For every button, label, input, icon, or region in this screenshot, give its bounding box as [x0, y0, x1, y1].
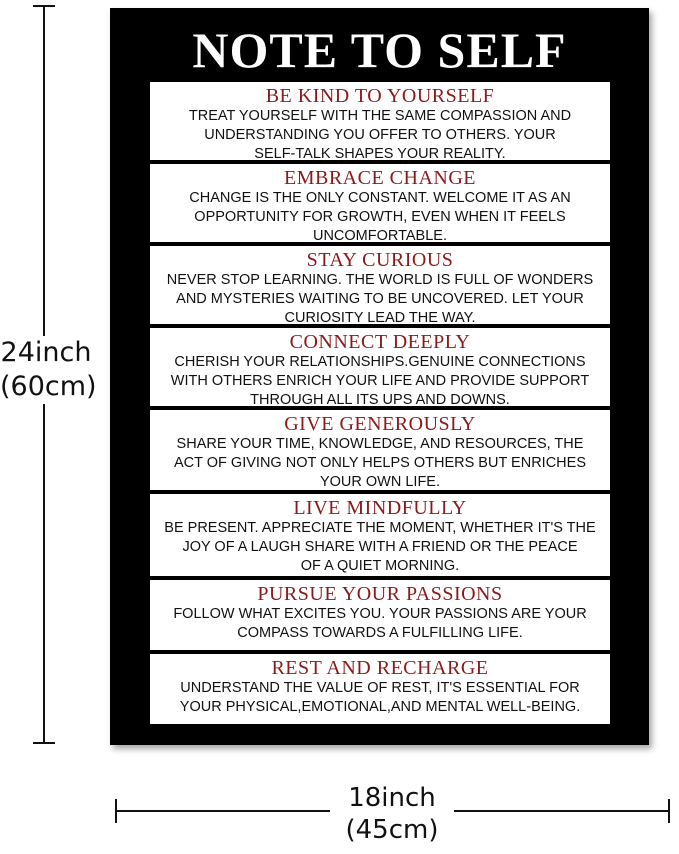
section-line: CHERISH YOUR RELATIONSHIPS.GENUINE CONNECTIONS	[174, 354, 586, 370]
section-line: FOLLOW WHAT EXCITES YOU. YOUR PASSIONS ARE YOUR	[173, 606, 587, 622]
section-heading: CONNECT DEEPLY	[289, 331, 471, 353]
width-dimension-cap-left	[115, 799, 117, 823]
width-inch-label: 18inch	[348, 783, 436, 813]
section-be-kind	[150, 82, 610, 160]
section-line: YOUR OWN LIFE.	[319, 474, 441, 490]
section-line: SELF-TALK SHAPES YOUR REALITY.	[254, 146, 506, 162]
height-dimension-label	[0, 336, 97, 404]
section-line: UNDERSTAND THE VALUE OF REST, IT'S ESSENTIAL FOR	[180, 680, 580, 696]
section-pursue-passions	[150, 580, 610, 650]
height-dimension-cap-bottom	[33, 742, 55, 744]
section-line: TREAT YOURSELF WITH THE SAME COMPASSION AND	[188, 108, 572, 124]
section-body	[150, 435, 610, 492]
poster-title: NOTE TO SELF	[192, 22, 567, 78]
poster	[110, 8, 649, 745]
section-stay-curious	[150, 246, 610, 324]
section-line: BE PRESENT. APPRECIATE THE MOMENT, WHETHER IT'S THE	[164, 520, 596, 536]
section-line: ACT OF GIVING NOT ONLY HELPS OTHERS BUT ENRICHES	[174, 455, 586, 471]
section-heading: BE KIND TO YOURSELF	[265, 85, 495, 107]
section-line: AND MYSTERIES WAITING TO BE UNCOVERED. LET YOUR	[176, 291, 584, 307]
section-body	[150, 107, 610, 164]
height-cm-label: (60cm)	[0, 371, 97, 402]
section-body	[150, 353, 610, 410]
section-line: JOY OF A LAUGH SHARE WITH A FRIEND OR THE PEACE	[182, 539, 578, 555]
width-cm-label: (45cm)	[345, 815, 439, 845]
section-line: THROUGH ALL ITS UPS AND DOWNS.	[250, 392, 510, 408]
section-heading: STAY CURIOUS	[306, 249, 454, 271]
section-heading: LIVE MINDFULLY	[293, 497, 467, 519]
section-heading: EMBRACE CHANGE	[283, 167, 476, 189]
section-line: CHANGE IS THE ONLY CONSTANT. WELCOME IT AS AN	[189, 190, 571, 206]
section-line: NEVER STOP LEARNING. THE WORLD IS FULL OF WONDERS	[166, 272, 594, 288]
height-inch-label: 24inch	[0, 337, 92, 368]
section-line: UNCOMFORTABLE.	[312, 228, 447, 244]
poster-panel	[150, 82, 610, 724]
section-line: SHARE YOUR TIME, KNOWLEDGE, AND RESOURCES, THE	[176, 436, 584, 452]
section-line: COMPASS TOWARDS A FULFILLING LIFE.	[237, 625, 523, 641]
section-body	[150, 189, 610, 246]
width-dimension-cap-right	[668, 799, 670, 823]
section-connect-deeply	[150, 328, 610, 406]
section-body	[150, 679, 610, 717]
section-heading: REST AND RECHARGE	[271, 657, 489, 679]
section-line: OPPORTUNITY FOR GROWTH, EVEN WHEN IT FEELS	[194, 209, 566, 225]
section-body	[150, 605, 610, 643]
section-give-generously	[150, 410, 610, 490]
height-dimension-cap-top	[33, 5, 55, 7]
section-live-mindfully	[150, 494, 610, 576]
width-dimension-label	[330, 782, 454, 846]
section-body	[150, 271, 610, 328]
section-heading: PURSUE YOUR PASSIONS	[257, 583, 503, 605]
section-line: OF A QUIET MORNING.	[300, 558, 460, 574]
section-line: CURIOSITY LEAD THE WAY.	[284, 310, 476, 326]
section-heading: GIVE GENEROUSLY	[284, 413, 476, 435]
section-rest-recharge	[150, 654, 610, 724]
section-embrace-change	[150, 164, 610, 242]
section-line: WITH OTHERS ENRICH YOUR LIFE AND PROVIDE SUPPORT	[170, 373, 590, 389]
section-line: UNDERSTANDING YOU OFFER TO OTHERS. YOUR	[204, 127, 556, 143]
section-body	[150, 519, 610, 576]
section-line: YOUR PHYSICAL,EMOTIONAL,AND MENTAL WELL-BEING.	[179, 699, 581, 715]
